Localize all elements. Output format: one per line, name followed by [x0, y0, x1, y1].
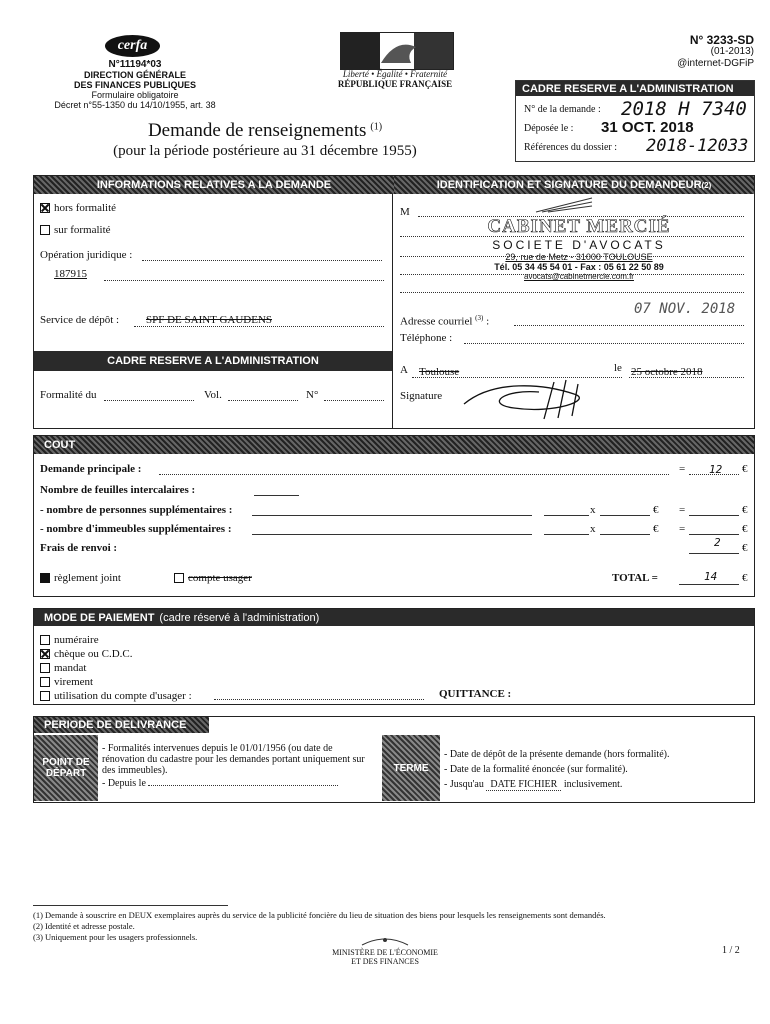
- service-line: [134, 326, 384, 327]
- total-value[interactable]: 14: [704, 570, 718, 583]
- sheets-line[interactable]: [254, 495, 299, 496]
- service-value[interactable]: SPF DE SAINT GAUDENS: [146, 314, 273, 326]
- main-request-line: [159, 474, 669, 475]
- account-checkbox[interactable]: [40, 691, 50, 701]
- page-number: 1 / 2: [722, 945, 740, 956]
- account-line[interactable]: [214, 699, 424, 700]
- shipping-euro: €: [742, 542, 748, 554]
- cheque-label: chèque ou C.D.C.: [54, 648, 133, 660]
- total-euro: €: [742, 572, 748, 584]
- phone-label: Téléphone :: [400, 332, 453, 344]
- footnote-separator: [33, 905, 228, 906]
- persons-x: x: [590, 504, 596, 516]
- main-request-value[interactable]: 12: [709, 463, 723, 476]
- place-value[interactable]: Toulouse: [419, 366, 460, 378]
- buildings-euro: €: [653, 523, 659, 535]
- no-line[interactable]: [324, 400, 384, 401]
- mandat-label: mandat: [54, 662, 87, 674]
- applicant-line-2: [400, 236, 744, 237]
- ministry-block: [320, 948, 450, 966]
- payment-option-transfer[interactable]: [40, 675, 192, 689]
- republic-motto: Liberté • Égalité • Fraternité: [342, 69, 448, 79]
- payment-option-cheque[interactable]: [40, 647, 192, 661]
- stamp-phone: Tél. 05 34 45 54 01 - Fax : 05 61 22 50 89: [494, 262, 664, 272]
- cost-heading: COUT: [34, 436, 754, 454]
- cerfa-number: N°11194*03: [108, 59, 162, 70]
- end-until-label: - Jusqu'au: [444, 779, 484, 790]
- formalite-du-line[interactable]: [104, 400, 194, 401]
- stamp-name: CABINET MERCIÉ: [487, 216, 671, 237]
- shipping-line: [689, 553, 739, 554]
- payment-joined-option[interactable]: [40, 572, 121, 584]
- period-section: [33, 716, 755, 803]
- ministry-emblem-icon: [360, 935, 410, 947]
- date-value[interactable]: 25 octobre 2018: [631, 366, 703, 378]
- account-label: utilisation du compte d'usager :: [54, 690, 192, 702]
- payment-heading-note: (cadre réservé à l'administration): [159, 611, 320, 624]
- formalite-du-label: Formalité du: [40, 389, 97, 401]
- user-account-option[interactable]: [174, 572, 252, 584]
- admin-box-heading: CADRE RESERVE A L'ADMINISTRATION: [516, 81, 754, 96]
- hors-formalite-option[interactable]: [40, 202, 116, 214]
- service-label: Service de dépôt :: [40, 314, 120, 326]
- marianne-logo: [340, 32, 454, 70]
- payment-option-mandat[interactable]: [40, 661, 192, 675]
- stamp-lines-icon: [534, 196, 594, 214]
- email-label-text: Adresse courriel: [400, 315, 473, 328]
- left-admin-heading: CADRE RESERVE A L'ADMINISTRATION: [34, 351, 392, 371]
- total-line: [679, 584, 739, 585]
- ministry-line1: MINISTÈRE DE L'ÉCONOMIE: [332, 948, 438, 957]
- applicant-line-3: [400, 256, 744, 257]
- buildings-price-line[interactable]: [600, 534, 650, 535]
- end-label: TERME: [382, 735, 440, 801]
- user-account-checkbox[interactable]: [174, 573, 184, 583]
- no-label: N°: [306, 389, 319, 401]
- payment-heading-text: MODE DE PAIEMENT: [44, 611, 155, 624]
- start-text: [102, 743, 372, 789]
- date-line: [629, 377, 744, 378]
- dgfip-line1: DIRECTION GÉNÉRALE: [83, 70, 186, 80]
- buildings-line[interactable]: [252, 534, 532, 535]
- request-info-heading: INFORMATIONS RELATIVES A LA DEMANDE: [34, 176, 394, 194]
- issuer-block: [40, 60, 230, 110]
- applicant-heading-text: IDENTIFICATION ET SIGNATURE DU DEMANDEUR: [436, 179, 702, 191]
- applicant-heading: [394, 176, 754, 194]
- sheets-label: Nombre de feuilles intercalaires :: [40, 484, 196, 496]
- mandat-checkbox[interactable]: [40, 663, 50, 673]
- form-date: (01-2013): [710, 46, 754, 57]
- payment-section: [33, 608, 755, 705]
- signature-icon: [454, 374, 614, 424]
- buildings-qty-line[interactable]: [544, 534, 589, 535]
- hors-formalite-checkbox[interactable]: [40, 203, 50, 213]
- persons-euro: €: [653, 504, 659, 516]
- vol-line[interactable]: [228, 400, 298, 401]
- republic-block: [330, 69, 460, 89]
- page-title: [60, 120, 470, 142]
- signature-label: Signature: [400, 390, 443, 402]
- payment-heading: [34, 609, 754, 626]
- form-number: N° 3233-SD: [689, 33, 754, 47]
- buildings-total-line[interactable]: [689, 534, 739, 535]
- start-point-label: POINT DE DÉPART: [34, 735, 98, 801]
- request-number-value: 2018 H 7340: [621, 98, 747, 120]
- persons-eq: =: [679, 504, 686, 516]
- email-label-note: (3): [475, 314, 484, 322]
- start-since-label: - Depuis le: [102, 778, 146, 789]
- stamp-subtitle: SOCIETE D'AVOCATS: [492, 238, 666, 252]
- transfer-label: virement: [54, 676, 94, 688]
- applicant-line-5: [400, 292, 744, 293]
- vol-label: Vol.: [204, 389, 222, 401]
- sur-formalite-checkbox[interactable]: [40, 225, 50, 235]
- footnote-2: (2) Identité et adresse postale.: [33, 921, 135, 931]
- end-text-1: - Date de dépôt de la présente demande (hors formalité).: [444, 749, 670, 760]
- m-label: M: [400, 206, 410, 218]
- decree-ref: Décret n°55-1350 du 14/10/1955, art. 38: [54, 100, 216, 110]
- persons-total-euro: €: [742, 504, 748, 516]
- ministry-line2: ET DES FINANCES: [351, 957, 419, 966]
- footnote-1: (1) Demande à souscrire en DEUX exemplaires auprès du service de la publicité foncière du lieu de situation des biens pour lesquels les renseignements sont demandés.: [33, 910, 606, 920]
- operation-label: Opération juridique :: [40, 249, 133, 261]
- applicant-line-4: [400, 274, 744, 275]
- title-note: (1): [370, 121, 383, 133]
- file-ref-value: 2018-12033: [646, 136, 749, 156]
- end-until-value[interactable]: DATE FICHIER: [486, 779, 561, 791]
- main-request-euro: €: [742, 463, 748, 475]
- buildings-total-euro: €: [742, 523, 748, 535]
- column-divider: [392, 194, 393, 428]
- internet-ref: @internet-DGFiP: [677, 58, 754, 69]
- start-since-line[interactable]: [148, 785, 338, 786]
- operation-line: [142, 260, 382, 261]
- hors-formalite-label: hors formalité: [54, 202, 117, 214]
- buildings-x: x: [590, 523, 596, 535]
- cash-checkbox[interactable]: [40, 635, 50, 645]
- operation-line-2: [104, 280, 384, 281]
- persons-total-line[interactable]: [689, 515, 739, 516]
- deposit-date-label: Déposée le :: [524, 123, 574, 134]
- admin-reserved-box: [515, 80, 755, 162]
- payment-joined-checkbox[interactable]: [40, 573, 50, 583]
- page-subtitle: (pour la période postérieure au 31 décembre 1955): [113, 143, 417, 159]
- period-heading: PERIODE DE DELIVRANCE: [34, 717, 209, 733]
- file-ref-label: Références du dossier :: [524, 142, 618, 153]
- email-label: Adresse courriel $^{(3)}$ :: [400, 314, 490, 328]
- persons-line[interactable]: [252, 515, 532, 516]
- lawyer-stamp: [454, 216, 704, 281]
- cost-section: [33, 435, 755, 597]
- end-text: [444, 747, 749, 792]
- buildings-eq: =: [679, 523, 686, 535]
- main-request-eq: =: [679, 463, 686, 475]
- date-label: le: [614, 362, 622, 374]
- dgfip-line2: DES FINANCES PUBLIQUES: [73, 80, 196, 90]
- payment-option-cash[interactable]: [40, 633, 192, 647]
- receipt-label: QUITTANCE :: [439, 688, 512, 700]
- email-line[interactable]: [514, 325, 744, 326]
- main-request-label: Demande principale :: [40, 463, 142, 475]
- user-account-label: compte usager: [188, 572, 252, 584]
- mandatory-note: Formulaire obligatoire: [91, 90, 179, 100]
- payment-joined-label: règlement joint: [54, 572, 121, 584]
- buildings-label: - nombre d'immeubles supplémentaires :: [40, 523, 232, 535]
- republic-name: RÉPUBLIQUE FRANÇAISE: [337, 79, 453, 89]
- cerfa-logo-text: cerfa: [117, 38, 148, 53]
- shipping-label: Frais de renvoi :: [40, 542, 118, 554]
- title-main: Demande de renseignements: [147, 120, 367, 141]
- total-label: TOTAL =: [612, 572, 658, 584]
- form-id-block: [677, 34, 754, 70]
- cash-label: numéraire: [54, 634, 99, 646]
- persons-label: - nombre de personnes supplémentaires :: [40, 504, 233, 516]
- deposit-date-value: 31 OCT. 2018: [601, 119, 694, 136]
- payment-options: [40, 633, 192, 703]
- request-section: [33, 175, 755, 429]
- footnote-3: (3) Uniquement pour les usagers professionnels.: [33, 932, 198, 942]
- applicant-heading-note: (2): [701, 180, 712, 190]
- main-request-value-line: [689, 474, 739, 475]
- cheque-checkbox[interactable]: [40, 649, 50, 659]
- stamp-email: avocats@cabinetmercie.com.fr: [524, 272, 634, 281]
- marianne-icon: [341, 33, 453, 69]
- shipping-value[interactable]: 2: [714, 536, 721, 549]
- payment-option-account[interactable]: [40, 689, 192, 703]
- persons-price-line[interactable]: [600, 515, 650, 516]
- start-text-2: [102, 778, 372, 789]
- operation-ref[interactable]: 187915: [54, 268, 87, 280]
- end-inclusive-label: inclusivement.: [563, 779, 623, 790]
- end-text-3: [444, 777, 749, 792]
- stamp-address: 29, rue de Metz - 31000 TOULOUSE: [505, 252, 653, 262]
- persons-qty-line[interactable]: [544, 515, 589, 516]
- sur-formalite-option[interactable]: [40, 224, 111, 236]
- received-stamp: 07 NOV. 2018: [634, 301, 736, 317]
- phone-line[interactable]: [464, 343, 744, 344]
- end-text-2: - Date de la formalité énoncée (sur formalité).: [444, 764, 628, 775]
- request-number-label: N° de la demande :: [524, 104, 601, 115]
- sur-formalite-label: sur formalité: [54, 224, 111, 236]
- transfer-checkbox[interactable]: [40, 677, 50, 687]
- cerfa-logo: [105, 35, 160, 57]
- start-text-1: - Formalités intervenues depuis le 01/01/1956 (ou date de rénovation du cadastre pour les demandes portant uniquement sur des immeubles).: [102, 743, 365, 776]
- place-at-label: A: [400, 364, 408, 376]
